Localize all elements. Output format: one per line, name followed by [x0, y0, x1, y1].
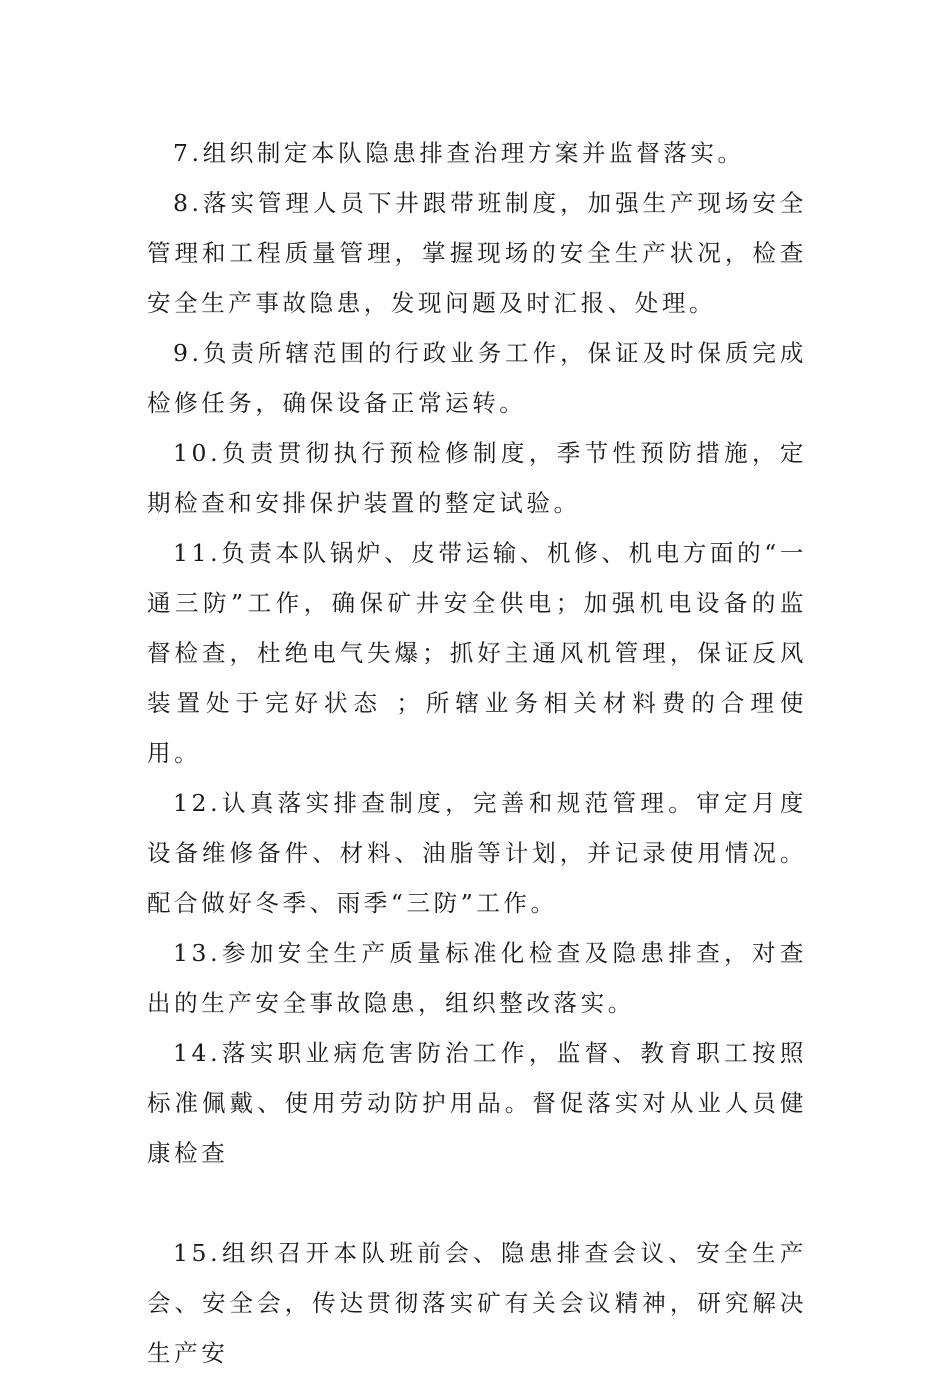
paragraph-10: 10.负责贯彻执行预检修制度，季节性预防措施，定期检查和安排保护装置的整定试验。: [147, 439, 807, 517]
paragraph-9: 9.负责所辖范围的行政业务工作，保证及时保质完成检修任务，确保设备正常运转。: [147, 339, 807, 417]
blank-line: [147, 1178, 807, 1228]
paragraph-8: 8.落实管理人员下井跟带班制度，加强生产现场安全管理和工程质量管理，掌握现场的安全生产状况，检查安全生产事故隐患，发现问题及时汇报、处理。: [147, 189, 807, 317]
paragraph-15: 15.组织召开本队班前会、隐患排查会议、安全生产会、安全会，传达贯彻落实矿有关会议精神，研究解决生产安: [147, 1239, 807, 1367]
paragraph-7: 7.组织制定本队隐患排查治理方案并监督落实。: [173, 139, 745, 167]
paragraph-14: 14.落实职业病危害防治工作，监督、教育职工按照标准佩戴、使用劳动防护用品。督促落实对从业人员健康检查: [147, 1039, 807, 1167]
paragraph-13: 13.参加安全生产质量标准化检查及隐患排查，对查出的生产安全事故隐患，组织整改落实。: [147, 939, 807, 1017]
paragraph-11: 11.负责本队锅炉、皮带运输、机修、机电方面的“一通三防”工作，确保矿井安全供电；加强机电设备的监督检查，杜绝电气失爆；抓好主通风机管理，保证反风装置处于完好状态 ；所辖业务相关材料费的合理使用。: [147, 539, 807, 767]
paragraph-12: 12.认真落实排查制度，完善和规范管理。审定月度设备维修备件、材料、油脂等计划，并记录使用情况。配合做好冬季、雨季“三防”工作。: [147, 789, 807, 917]
document-body: [147, 128, 807, 1378]
